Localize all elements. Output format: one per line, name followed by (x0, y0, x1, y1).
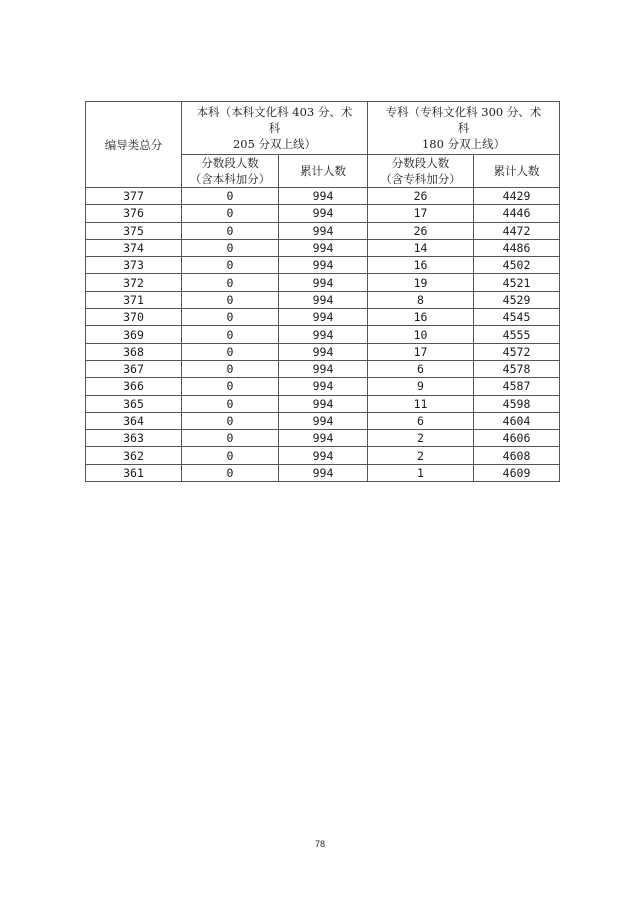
table-row (86, 378, 560, 395)
cell-total-score: 365 (86, 395, 182, 412)
cell-total-score: 364 (86, 412, 182, 429)
cell-undergraduate-count: 0 (182, 274, 279, 291)
cell-undergraduate-cumulative: 994 (279, 239, 368, 256)
cell-total-score: 377 (86, 188, 182, 205)
cell-vocational-cumulative: 4521 (474, 274, 560, 291)
cell-undergraduate-count: 0 (182, 291, 279, 308)
header-vocational-count (368, 155, 474, 188)
header-undergraduate-group (182, 102, 368, 155)
table-row (86, 222, 560, 239)
header-vocational-line3: 180 分双上线） (421, 137, 506, 151)
header-total-score: 编导类总分 (86, 102, 182, 188)
cell-undergraduate-cumulative: 994 (279, 274, 368, 291)
cell-undergraduate-cumulative: 994 (279, 464, 368, 481)
cell-vocational-count: 8 (368, 291, 474, 308)
table-row (86, 412, 560, 429)
cell-total-score: 373 (86, 257, 182, 274)
cell-vocational-count: 11 (368, 395, 474, 412)
cell-vocational-cumulative: 4572 (474, 343, 560, 360)
cell-vocational-count: 10 (368, 326, 474, 343)
table-row (86, 274, 560, 291)
cell-vocational-count: 16 (368, 257, 474, 274)
cell-vocational-cumulative: 4429 (474, 188, 560, 205)
cell-undergraduate-cumulative: 994 (279, 395, 368, 412)
table-row (86, 464, 560, 481)
cell-vocational-cumulative: 4486 (474, 239, 560, 256)
header-vocational-group (368, 102, 560, 155)
table-row (86, 343, 560, 360)
table-row (86, 430, 560, 447)
header-undergraduate-count-line1: 分数段人数 (201, 156, 259, 170)
table-body (86, 188, 560, 482)
cell-undergraduate-count: 0 (182, 412, 279, 429)
table-row (86, 257, 560, 274)
cell-undergraduate-cumulative: 994 (279, 188, 368, 205)
cell-undergraduate-cumulative: 994 (279, 412, 368, 429)
cell-vocational-cumulative: 4502 (474, 257, 560, 274)
cell-total-score: 369 (86, 326, 182, 343)
cell-undergraduate-cumulative: 994 (279, 257, 368, 274)
cell-vocational-count: 9 (368, 378, 474, 395)
header-vocational-count-line2: （含专科加分） (380, 172, 461, 186)
cell-vocational-cumulative: 4604 (474, 412, 560, 429)
cell-undergraduate-cumulative: 994 (279, 430, 368, 447)
cell-total-score: 363 (86, 430, 182, 447)
table-row (86, 395, 560, 412)
cell-vocational-cumulative: 4555 (474, 326, 560, 343)
table-row (86, 326, 560, 343)
page-number: 78 (314, 839, 325, 849)
header-undergraduate-count (182, 155, 279, 188)
cell-vocational-count: 16 (368, 309, 474, 326)
table-row (86, 291, 560, 308)
cell-vocational-count: 19 (368, 274, 474, 291)
table-row (86, 205, 560, 222)
cell-vocational-cumulative: 4608 (474, 447, 560, 464)
table-row (86, 188, 560, 205)
table-row (86, 447, 560, 464)
cell-vocational-cumulative: 4545 (474, 309, 560, 326)
cell-undergraduate-count: 0 (182, 257, 279, 274)
cell-vocational-cumulative: 4606 (474, 430, 560, 447)
cell-undergraduate-count: 0 (182, 378, 279, 395)
cell-total-score: 370 (86, 309, 182, 326)
cell-total-score: 374 (86, 239, 182, 256)
cell-undergraduate-count: 0 (182, 395, 279, 412)
header-undergraduate-count-line2: （含本科加分） (189, 172, 271, 186)
cell-vocational-count: 14 (368, 239, 474, 256)
cell-total-score: 361 (86, 464, 182, 481)
cell-vocational-count: 2 (368, 430, 474, 447)
cell-undergraduate-cumulative: 994 (279, 360, 368, 377)
cell-undergraduate-count: 0 (182, 222, 279, 239)
cell-total-score: 376 (86, 205, 182, 222)
cell-undergraduate-cumulative: 994 (279, 326, 368, 343)
header-undergraduate-line2: 科 (268, 121, 281, 135)
cell-vocational-count: 26 (368, 222, 474, 239)
cell-undergraduate-cumulative: 994 (279, 222, 368, 239)
cell-undergraduate-cumulative: 994 (279, 291, 368, 308)
cell-total-score: 368 (86, 343, 182, 360)
cell-total-score: 372 (86, 274, 182, 291)
cell-undergraduate-cumulative: 994 (279, 309, 368, 326)
cell-vocational-count: 17 (368, 205, 474, 222)
cell-total-score: 366 (86, 378, 182, 395)
cell-undergraduate-count: 0 (182, 430, 279, 447)
table-row (86, 309, 560, 326)
score-distribution-table (85, 101, 560, 482)
cell-vocational-cumulative: 4609 (474, 464, 560, 481)
cell-total-score: 371 (86, 291, 182, 308)
cell-undergraduate-count: 0 (182, 464, 279, 481)
cell-vocational-count: 2 (368, 447, 474, 464)
header-vocational-count-line1: 分数段人数 (391, 156, 450, 170)
cell-vocational-cumulative: 4587 (474, 378, 560, 395)
header-vocational-line1: 专科（专科文化科 300 分、术 (385, 105, 542, 119)
cell-total-score: 375 (86, 222, 182, 239)
cell-undergraduate-count: 0 (182, 309, 279, 326)
cell-undergraduate-cumulative: 994 (279, 447, 368, 464)
header-vocational-line2: 科 (457, 121, 470, 135)
header-vocational-cumulative: 累计人数 (474, 155, 560, 188)
cell-total-score: 367 (86, 360, 182, 377)
cell-undergraduate-cumulative: 994 (279, 343, 368, 360)
cell-undergraduate-count: 0 (182, 326, 279, 343)
header-undergraduate-line1: 本科（本科文化科 403 分、术 (196, 105, 353, 119)
cell-vocational-count: 17 (368, 343, 474, 360)
cell-undergraduate-count: 0 (182, 188, 279, 205)
cell-undergraduate-count: 0 (182, 205, 279, 222)
cell-vocational-count: 6 (368, 360, 474, 377)
cell-undergraduate-count: 0 (182, 343, 279, 360)
cell-vocational-count: 1 (368, 464, 474, 481)
cell-vocational-cumulative: 4598 (474, 395, 560, 412)
cell-total-score: 362 (86, 447, 182, 464)
cell-vocational-cumulative: 4578 (474, 360, 560, 377)
cell-vocational-cumulative: 4529 (474, 291, 560, 308)
header-undergraduate-line3: 205 分双上线） (232, 137, 317, 151)
cell-vocational-count: 26 (368, 188, 474, 205)
cell-undergraduate-count: 0 (182, 239, 279, 256)
cell-undergraduate-cumulative: 994 (279, 378, 368, 395)
cell-vocational-cumulative: 4472 (474, 222, 560, 239)
cell-vocational-count: 6 (368, 412, 474, 429)
table-row (86, 239, 560, 256)
cell-undergraduate-count: 0 (182, 360, 279, 377)
cell-vocational-cumulative: 4446 (474, 205, 560, 222)
cell-undergraduate-count: 0 (182, 447, 279, 464)
header-undergraduate-cumulative: 累计人数 (279, 155, 368, 188)
table-row (86, 360, 560, 377)
cell-undergraduate-cumulative: 994 (279, 205, 368, 222)
